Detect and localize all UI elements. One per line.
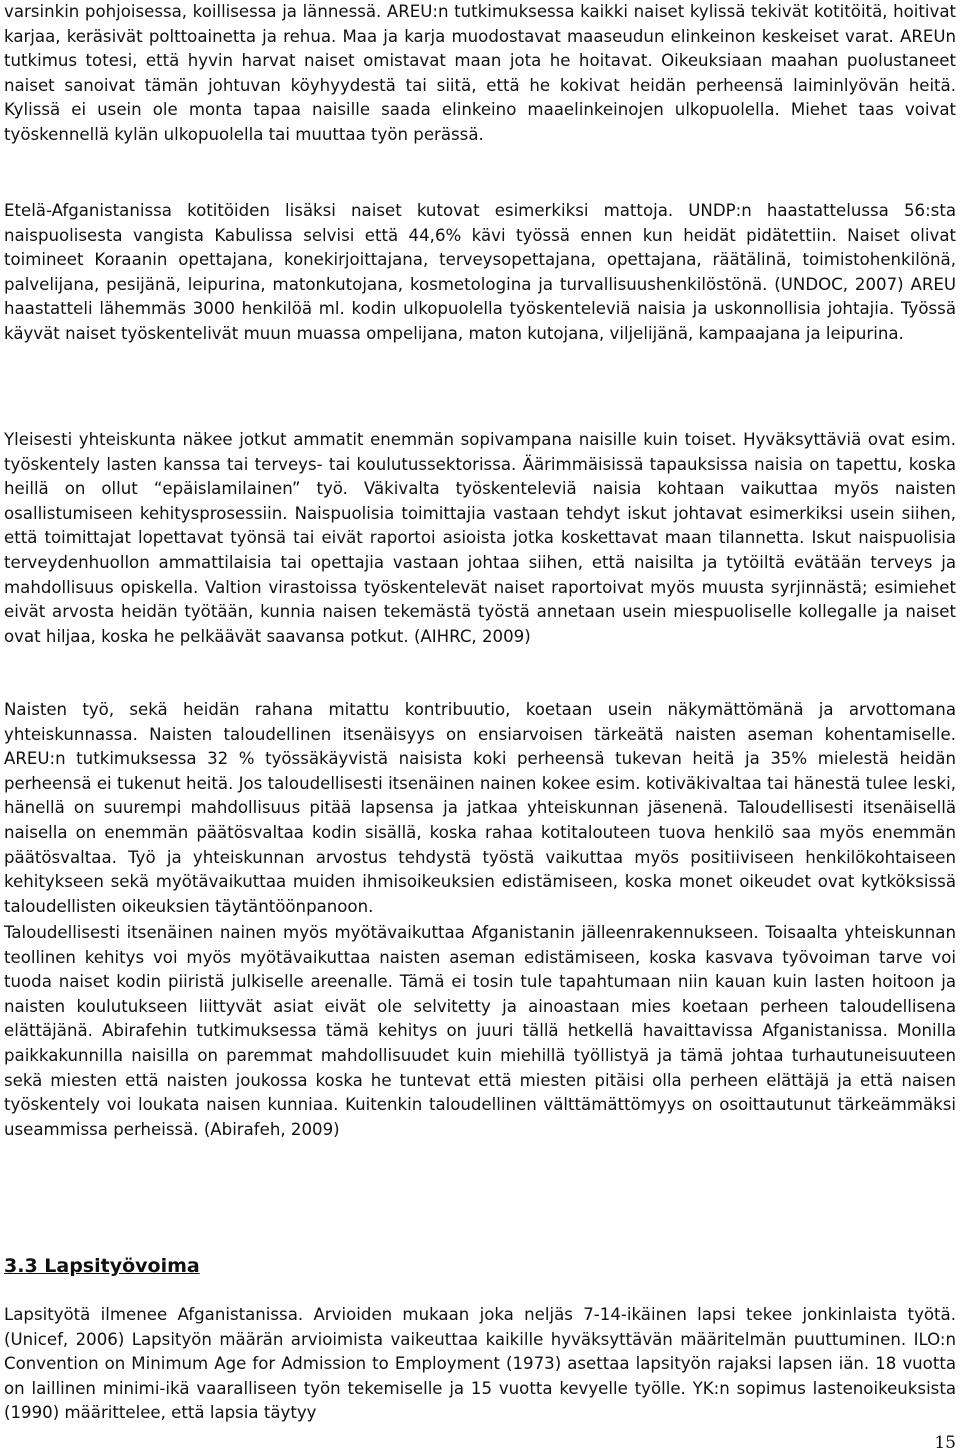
paragraph-child-labour: Lapsityötä ilmenee Afganistanissa. Arvioiden mukaan joka neljäs 7-14-ikäinen lapsi tekee jonkinlaista työtä. (Unicef, 2006) Lapsityön määrän arvioimista vaikeuttaa kaikille hyväksyttävän määritelmän puuttuminen. ILO:n Convention on Minimum Age for Admission to Employment (1973) asettaa lapsityön rajaksi lapsen iän. 18 vuotta on laillinen minimi-ikä vaaralliseen työn tekemiselle ja 15 vuotta kevyelle työlle. YK:n sopimus lastenoikeuksista (1990) määrittelee, että lapsia täytyy [4, 1305, 956, 1423]
paragraph-household-work: Etelä-Afganistanissa kotitöiden lisäksi naiset kutovat esimerkiksi mattoja. UNDP:n haastattelussa 56:sta naispuolisesta vangista Kabulissa selvisi että 44,6% kävi työssä ennen kun heidät pidätettiin. Naiset olivat toimineet Koraanin opettajana, konekirjoittajana, terveysopettajana, opettajana, räätälinä, toimistohenkilönä, palvelijana, pesijänä, leipurina, matonkutojana, kosmetologina ja turvallisuushenkilöstönä. (UNDOC, 2007) AREU haastatteli lähemmäs 3000 henkilöä ml. kodin ulkopuolella työskenteleviä naisia ja uskonnollisia johtajia. Työssä käyvät naiset työskentelivät muun muassa ompelijana, maton kutojana, viljelijänä, kampaajana ja leipurina. [4, 201, 956, 343]
page-number: 15 [934, 1433, 956, 1453]
section-heading: 3.3 Lapsityövoima [4, 1255, 200, 1277]
paragraph-accepted-professions: Yleisesti yhteiskunta näkee jotkut ammatit enemmän sopivampana naisille kuin toiset. Hyväksyttäviä ovat esim. työskentely lasten kanssa tai terveys- tai koulutussektorissa. Äärimmäisissä tapauksissa naisia on tapettu, koska heillä on ollut “epäislamilainen” työ. Väkivalta työskenteleviä naisia kohtaan vaikuttaa myös naisten osallistumiseen kehitysprosessiin. Naispuolisia toimittajia vastaan tehdyt iskut johtavat esimerkiksi usein siihen, että toimittajat lopettavat työnsä tai eivät raportoi asioista jotka koskettavat maan tilannetta. Iskut naispuolisia terveydenhuollon ammattilaisia tai opettajia vastaan johtaa siihen, että naisilta ja tytöiltä evätään terveys ja mahdollisuus opiskella. Valtion virastoissa työskentelevät naiset raportoivat myös muusta syrjinnästä; esimiehet eivät arvosta heidän työtään, kunnia naisen tekemästä työstä annetaan usein miespuoliselle kollegalle ja naiset ovat hiljaa, koska he pelkäävät saavansa potkut. (AIHRC, 2009) [4, 430, 956, 646]
paragraph-womens-work: Naisten työ, sekä heidän rahana mitattu kontribuutio, koetaan usein näkymättömänä ja arvottomana yhteiskunnassa. Naisten taloudellinen itsenäisyys on ensiarvoisen tärkeätä naisten aseman kohentamiselle. AREU:n tutkimuksessa 32 % työssäkäyvistä naisista koki perheensä tukevan heitä ja 35% mielestä heidän perheensä ei tukenut heitä. Jos taloudellisesti itsenäinen nainen kokee esim. kotiväkivaltaa tai hänestä tulee leski, hänellä on suurempi mahdollisuus pitää lapsensa ja jatkaa yhteiskunnan jäsenenä. Taloudellisesti itsenäisellä naisella on enemmän päätösvaltaa kodin sisällä, koska rahaa kotitalouteen tuova henkilö saa myös enemmän päätösvaltaa. Työ ja yhteiskunnan arvostus tehdystä työstä vaikuttaa myös positiiviseen henkilökohtaiseen kehitykseen sekä myötävaikuttaa muiden ihmisoikeuksien edistämiseen, koska monet oikeudet ovat kytköksissä taloudellisten oikeuksien täytäntöönpanoon. [4, 700, 956, 916]
document-page [4, 0, 956, 1455]
paragraph-economic-independence: Taloudellisesti itsenäinen nainen myös myötävaikuttaa Afganistanin jälleenrakennukseen. Toisaalta yhteiskunnan teollinen kehitys voi myös myötävaikuttaa naisten aseman edistämiseen, koska kasvava työvoiman tarve voi tuoda naiset kodin piiristä julkiselle areenalle. Tämä ei tosin tule tapahtumaan niin kauan kuin lasten hoitoon ja naisten koulutukseen liittyvät asiat eivät ole selvitetty ja ainoastaan mies koetaan perheen taloudellisena elättäjänä. Abirafehin tutkimuksessa tämä kehitys on juuri tällä hetkellä havaittavissa Afganistanissa. Monilla paikkakunnilla naisilla on paremmat mahdollisuudet kuin miehillä työllistyä ja tämä johtaa turhautuneisuuteen sekä miesten että naisten joukossa koska he tuntevat että miesten pitäisi olla perheen elättäjä ja että naisen työskentely voi loukata naisen kunniaa. Kuitenkin taloudellinen välttämättömyys on osoittautunut tärkeämmäksi useammissa perheissä. (Abirafeh, 2009) [4, 923, 956, 1139]
paragraph-intro: varsinkin pohjoisessa, koillisessa ja lännessä. AREU:n tutkimuksessa kaikki naiset kylissä tekivät kotitöitä, hoitivat karjaa, keräsivät polttoainetta ja rehua. Maa ja karja muodostavat maaseudun elinkeinon keskeiset varat. AREUn tutkimus totesi, että hyvin harvat naiset omistavat maan jota he hoitavat. Oikeuksiaan maahan puolustaneet naiset sanoivat tämän johtuvan köyhyydestä tai siitä, että he kokivat heidän perheensä laiminlyövän heitä. Kylissä ei usein ole monta tapaa naisille saada elinkeino maaelinkeinojen ulkopuolella. Miehet taas voivat työskennellä kylän ulkopuolella tai muuttaa työn perässä. [4, 2, 956, 144]
